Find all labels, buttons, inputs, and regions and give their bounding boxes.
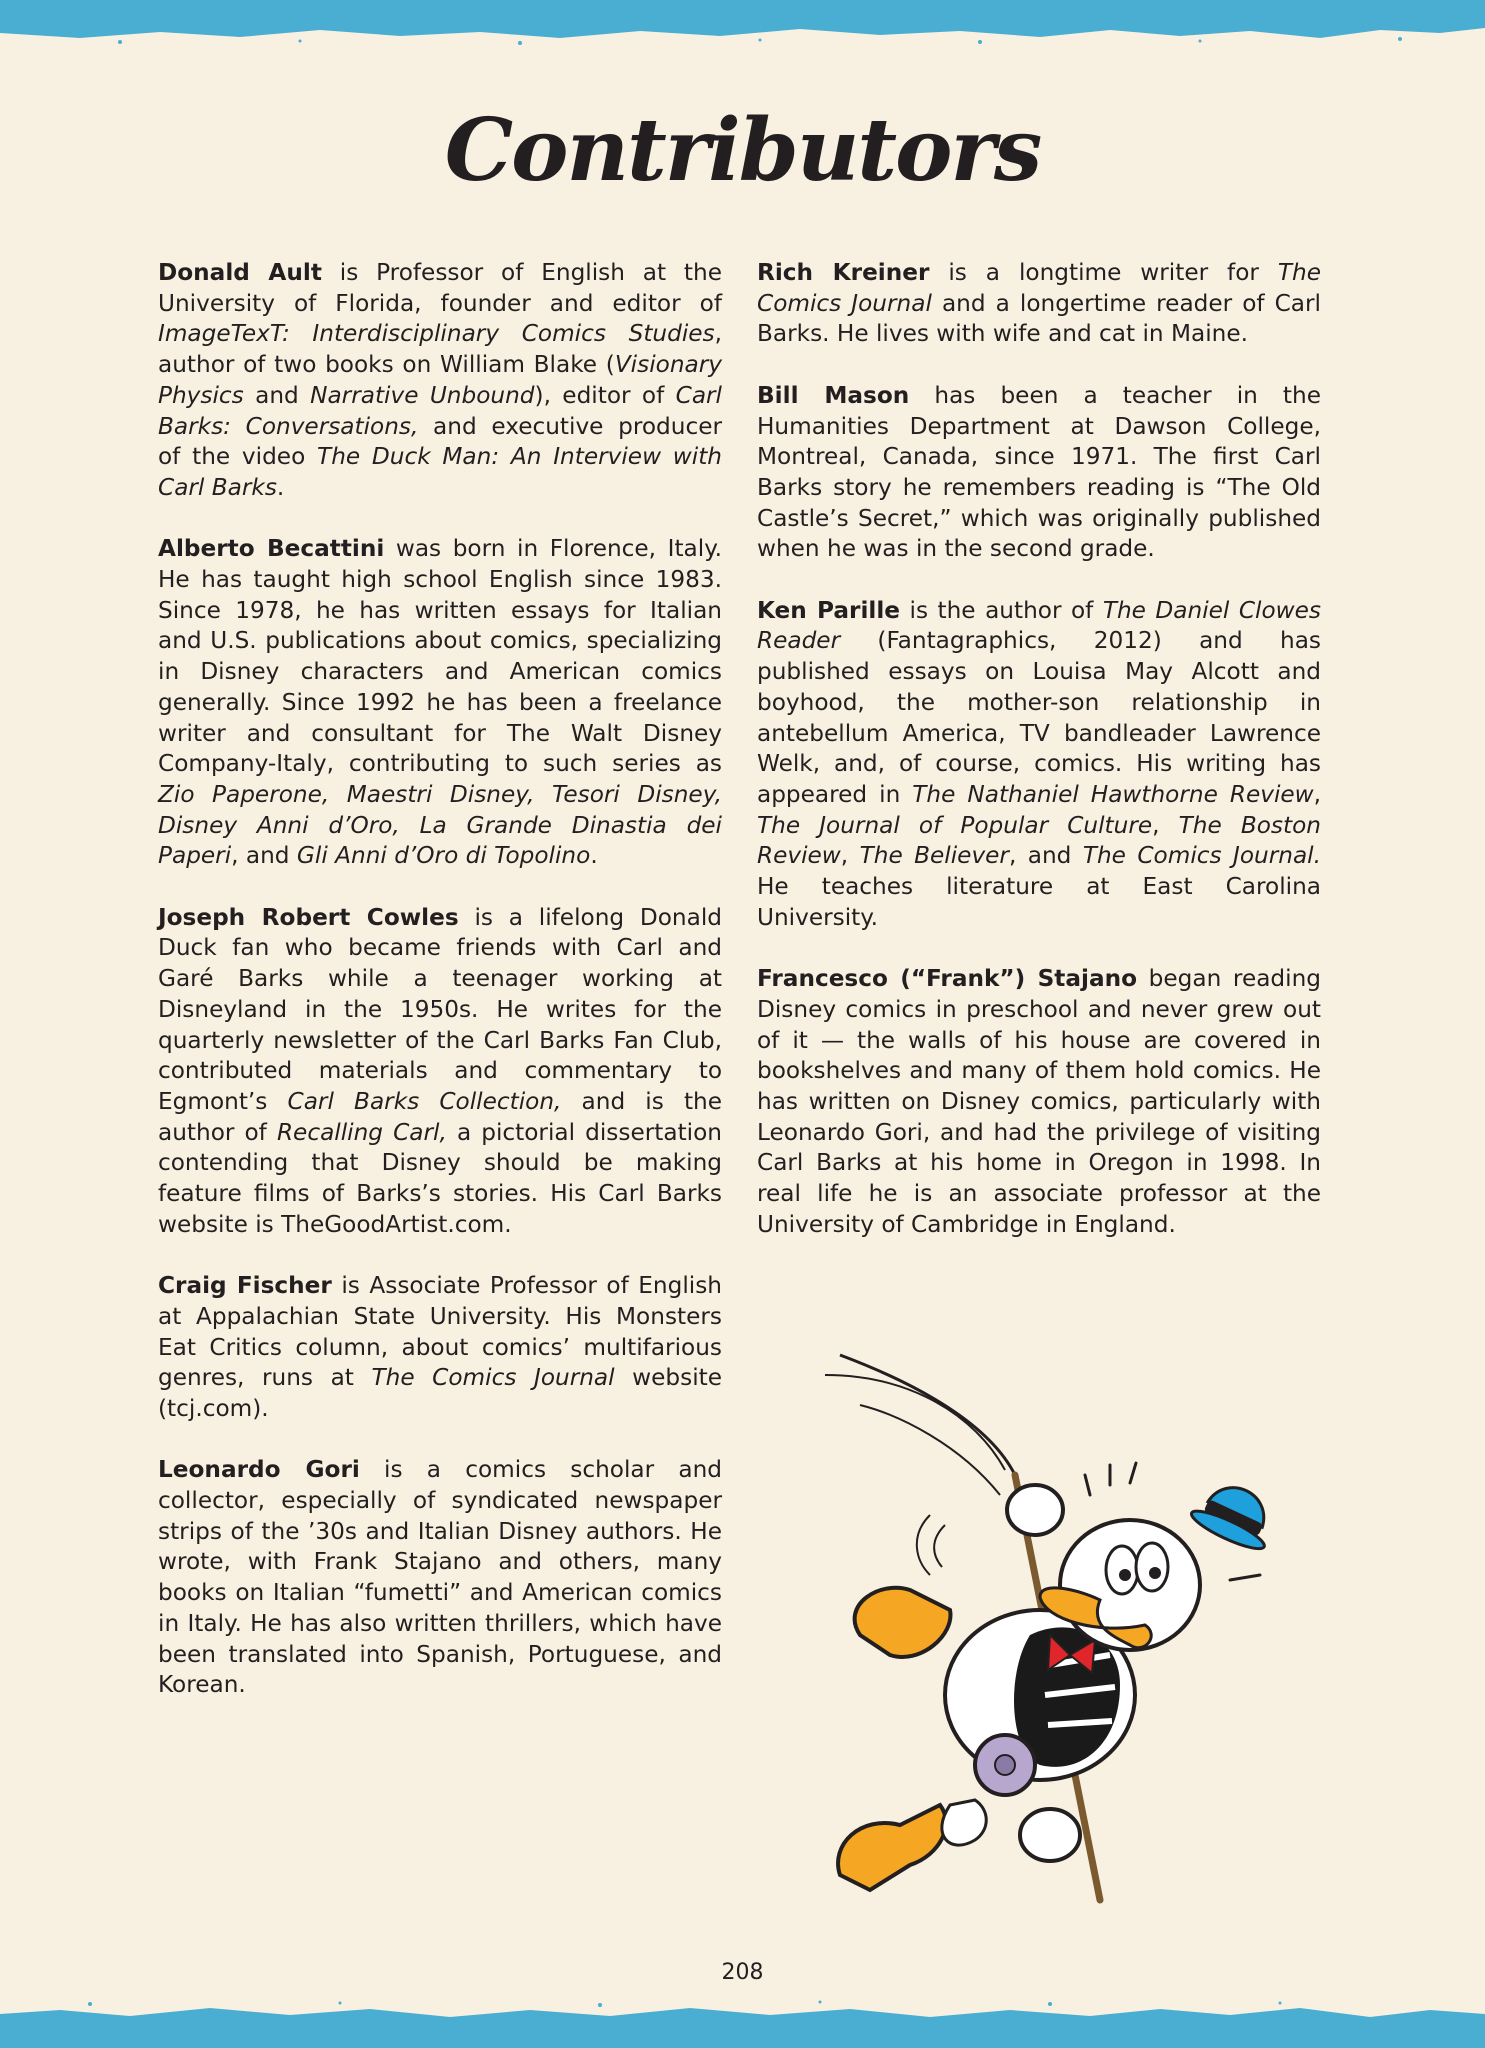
bio-text: was born in Florence, Italy. He has taught high school English since 1983. Since 1978, he has written essays for Italian and U.S. publications about comics, specializing in Disney characters and American comics generally. Since 1992 he has been a freelance writer and consultant for The Walt Disney Company-Italy, contributing to such series as	[158, 535, 722, 778]
contributor-entry-parille	[757, 596, 1321, 934]
bio-italic: Gli Anni d’Oro di Topolino	[296, 842, 591, 870]
bio-italic: Visionary Physics	[158, 351, 722, 409]
bio-text: and a longertime reader of Carl Barks. He lives with wife and cat in Maine.	[757, 289, 1321, 348]
bio-text: ), editor of	[534, 381, 676, 409]
bio-italic: The Comics Journal	[757, 259, 1321, 317]
contributor-name: Ken Parille	[757, 596, 901, 624]
bio-italic: The Believer	[859, 842, 1009, 870]
contributor-entry-mason	[757, 381, 1321, 565]
right-column	[757, 258, 1321, 1271]
contributor-name: Joseph Robert Cowles	[158, 903, 459, 931]
contributor-entry-kreiner	[757, 258, 1321, 350]
contributor-entry-stajano	[757, 964, 1321, 1240]
bio-italic: The Boston Review	[757, 811, 1321, 870]
bio-text: , and	[1008, 842, 1083, 870]
page-number: 208	[721, 1960, 764, 1985]
bio-text: ,	[840, 842, 860, 870]
bio-text: , author of two books on William Blake (	[158, 320, 722, 379]
bio-text: and executive producer of the video	[158, 412, 722, 471]
bio-text: is Associate Professor of English at Appalachian State University. His Monsters Eat Critics column, about comics’ multifarious genres, runs at	[158, 1272, 722, 1392]
bio-italic: The Journal of Popular Culture	[757, 811, 1153, 839]
contributor-entry-gori	[158, 1455, 722, 1701]
bio-text: is the author of	[900, 596, 1103, 624]
bio-italic: Carl Barks Collection,	[287, 1087, 562, 1115]
contributor-name: Alberto Becattini	[158, 535, 385, 563]
bio-text: He teaches literature at East Carolina University.	[757, 873, 1321, 931]
bio-italic: Recalling Carl,	[276, 1118, 447, 1146]
contributor-name: Bill Mason	[757, 381, 910, 409]
contributor-name: Leonardo Gori	[158, 1456, 360, 1484]
bio-italic: ImageTexT: Interdisciplinary Comics Studies	[158, 320, 715, 348]
contributor-entry-cowles	[158, 903, 722, 1241]
bottom-decorative-band	[0, 1996, 1485, 2048]
contributor-entry-becattini	[158, 534, 722, 872]
bio-italic: The Comics Journal.	[1082, 842, 1321, 870]
bio-text: is a lifelong Donald Duck fan who became friends with Carl and Garé Barks while a teenager working at Disneyland in the 1950s. He writes for the quarterly newsletter of the Carl Barks Fan Club, contributed materials and commentary to Egmont’s	[158, 903, 723, 1115]
bio-text: and	[243, 381, 311, 409]
bio-italic: Zio Paperone, Maestri Disney, Tesori Disney, Disney Anni d’Oro, La Grande Dinastia dei Paperi	[158, 780, 722, 870]
page-title: Contributors	[444, 100, 1041, 201]
bio-text: is Professor of English at the University of Florida, founder and editor of	[158, 259, 722, 317]
bio-text: began reading Disney comics in preschool and never grew out of it — the walls of his house are covered in bookshelves and many of them hold comics. He has written on Disney comics, particularly with Leonardo Gori, and had the privilege of visiting Carl Barks at his home in Oregon in 1998. In real life he is an associate professor at the University of Cambridge in England.	[757, 965, 1321, 1238]
contributor-name: Craig Fischer	[158, 1272, 332, 1300]
bio-italic: The Daniel Clowes Reader	[757, 596, 1321, 655]
bio-text: is a longtime writer for	[929, 259, 1278, 286]
bio-text: .	[590, 842, 598, 870]
left-column	[158, 258, 722, 1732]
bio-text: ,	[1313, 780, 1321, 808]
bio-text: has been a teacher in the Humanities Department at Dawson College, Montreal, Canada, since 1971. The first Carl Barks story he remembers reading is “The Old Castle’s Secret,” which was originally published when he was in the second grade.	[757, 381, 1321, 563]
contributor-name: Rich Kreiner	[757, 259, 930, 286]
bio-italic: Narrative Unbound	[310, 381, 535, 409]
bio-text: (Fantagraphics, 2012) and has published essays on Louisa May Alcott and boyhood, the mother-son relationship in antebellum America, TV bandleader Lawrence Welk, and, of course, comics. His writing has appeared in	[757, 627, 1321, 808]
donald-duck-fishing-illustration	[800, 1335, 1300, 1915]
bio-italic: Carl Barks: Conversations,	[158, 381, 722, 440]
bio-text: a pictorial dissertation contending that Disney should be making feature films of Barks’s stories. His Carl Barks website is TheGoodArtist.com.	[158, 1118, 722, 1238]
contributor-name: Francesco (“Frank”) Stajano	[757, 965, 1138, 993]
contributor-entry-fischer	[158, 1271, 722, 1425]
bio-text: .	[276, 473, 285, 501]
bio-text: is a comics scholar and collector, especially of syndicated newspaper strips of the ’30s and Italian Disney authors. He wrote, with Frank Stajano and others, many books on Italian “fumetti” and American comics in Italy. He has also written thrillers, which have been translated into Spanish, Portuguese, and Korean.	[158, 1456, 722, 1699]
bio-text: ,	[1152, 811, 1179, 839]
bio-italic: The Comics Journal	[371, 1364, 615, 1392]
bio-text: , and	[231, 842, 297, 870]
bio-text: website (tcj.com).	[158, 1364, 722, 1422]
bio-italic: The Duck Man: An Interview with Carl Barks	[158, 443, 722, 501]
contributor-entry-ault	[158, 258, 722, 504]
contributor-name: Donald Ault	[158, 259, 322, 286]
top-decorative-band	[0, 0, 1485, 52]
bio-italic: The Nathaniel Hawthorne Review	[912, 780, 1314, 808]
bio-text: and is the author of	[158, 1087, 723, 1146]
